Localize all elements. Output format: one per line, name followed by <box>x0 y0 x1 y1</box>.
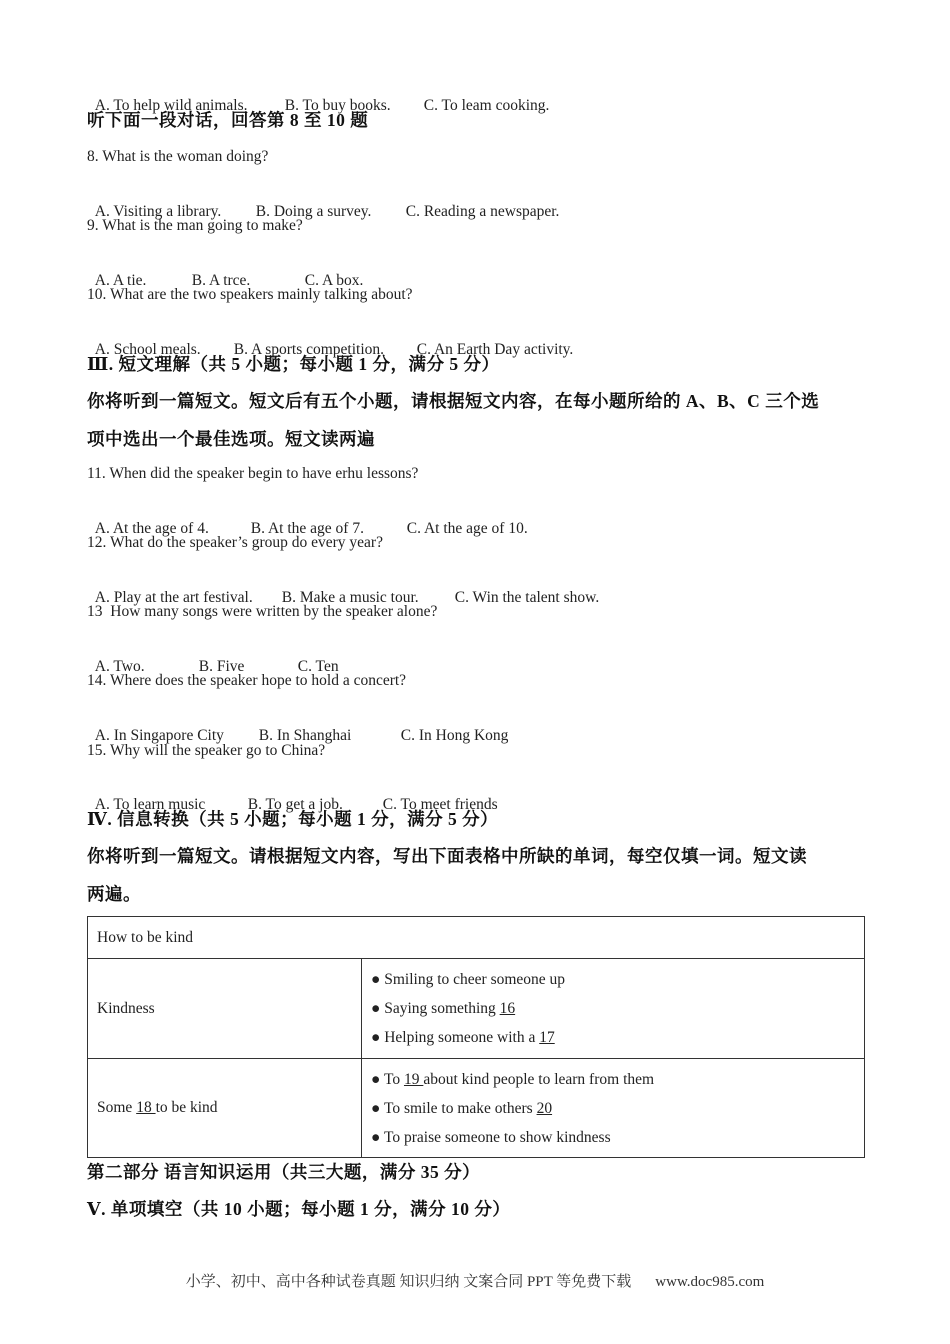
blank-17: 17 <box>539 1029 555 1046</box>
section4-title: Ⅳ. 信息转换（共 5 小题；每小题 1 分，满分 5 分） <box>87 809 499 829</box>
q13-option-b: B. Five <box>198 658 245 675</box>
q12-option-c: C. Win the talent show. <box>454 589 600 606</box>
section4-instruction-2: 两遍。 <box>87 884 141 904</box>
q12-option-b: B. Make a music tour. <box>281 589 419 606</box>
footer-url[interactable]: www.doc985.com <box>655 1274 765 1290</box>
kindness-label: Kindness <box>88 959 362 1059</box>
section4-instruction-1: 你将听到一篇短文。请根据短文内容，写出下面表格中所缺的单词，每空仅填一词。短文读 <box>87 846 807 866</box>
q15-option-b: B. To get a job. <box>247 796 343 813</box>
kindness-bullet-2 <box>371 994 855 1023</box>
blank-18: 18 <box>136 1099 156 1116</box>
ways-bullet-1 <box>371 1065 855 1094</box>
q14-option-c: C. In Hong Kong <box>400 727 509 744</box>
q11-option-c: C. At the age of 10. <box>406 520 528 537</box>
ways-label <box>88 1059 362 1158</box>
q9-option-a: A. A tie. <box>94 272 147 289</box>
q8-option-b: B. Doing a survey. <box>255 203 372 220</box>
q15-option-c: C. To meet friends <box>382 796 498 813</box>
q7-option-c: C. To leam cooking. <box>423 97 550 114</box>
q9-option-b: B. A trce. <box>191 272 251 289</box>
q13-option-a: A. Two. <box>94 658 145 675</box>
q8-option-a: A. Visiting a library. <box>94 203 222 220</box>
q11-text: 11. When did the speaker begin to have erhu lessons? <box>87 465 419 482</box>
kindness-bullets <box>362 959 865 1059</box>
ways-bullet-2 <box>371 1094 855 1123</box>
kindness-bullet-1: ● Smiling to cheer someone up <box>371 971 566 988</box>
ways-label-pre: Some <box>97 1099 137 1116</box>
part2-title: 第二部分 语言知识运用（共三大题，满分 35 分） <box>87 1162 481 1182</box>
q10-option-b: B. A sports competition. <box>233 341 385 358</box>
ways-bullet-1-pre: ● To <box>371 1070 404 1088</box>
blank-20: 20 <box>536 1099 553 1117</box>
section3-instruction-1: 你将听到一篇短文。短文后有五个小题，请根据短文内容，在每小题所给的 A、B、C 三个选 <box>87 391 820 411</box>
q8-option-c: C. Reading a newspaper. <box>405 203 560 220</box>
q15-text: 15. Why will the speaker go to China? <box>87 742 326 759</box>
section3-instruction-2: 项中选出一个最佳选项。短文读两遍 <box>87 429 375 449</box>
q14-text: 14. Where does the speaker hope to hold a concert? <box>87 672 407 689</box>
kindness-bullet-3-text: ● Helping someone with a <box>371 1029 540 1046</box>
q10-option-a: A. School meals. <box>94 341 201 358</box>
q9-option-c: C. A box. <box>304 272 364 289</box>
q14-options <box>87 706 508 746</box>
kindness-bullet-2-text: ● Saying something <box>371 1000 500 1017</box>
q12-option-a: A. Play at the art festival. <box>94 589 253 606</box>
q10-text: 10. What are the two speakers mainly talking about? <box>87 286 413 303</box>
q12-text: 12. What do the speaker’s group do every year? <box>87 534 383 551</box>
blank-16: 16 <box>499 1000 516 1017</box>
ways-bullet-3: ● To praise someone to show kindness <box>371 1128 611 1146</box>
table-row-kindness <box>88 959 865 1059</box>
footer-text: 小学、初中、高中各种试卷真题 知识归纳 文案合同 PPT 等免费下载 <box>185 1274 632 1290</box>
q9-text: 9. What is the man going to make? <box>87 217 303 234</box>
q14-option-b: B. In Shanghai <box>258 727 352 744</box>
q13-text: 13 How many songs were written by the speaker alone? <box>87 603 438 620</box>
page-footer <box>0 1270 950 1291</box>
q10-option-c: C. An Earth Day activity. <box>416 341 574 358</box>
q7-option-b: B. To buy books. <box>284 97 391 114</box>
q15-option-a: A. To learn music <box>94 796 206 813</box>
info-table <box>87 916 865 1158</box>
ways-label-post: to be kind <box>155 1099 218 1116</box>
q7-option-a: A. To help wild animals. <box>94 97 248 114</box>
kindness-bullet-3 <box>371 1023 855 1052</box>
table-row-ways <box>88 1059 865 1158</box>
ways-bullet-1-post: about kind people to learn from them <box>423 1070 655 1088</box>
ways-bullet-2-text: ● To smile to make others <box>371 1099 537 1117</box>
section5-title: Ⅴ. 单项填空（共 10 小题；每小题 1 分，满分 10 分） <box>87 1199 511 1219</box>
q8-text: 8. What is the woman doing? <box>87 148 269 165</box>
section3-title: Ⅲ. 短文理解（共 5 小题；每小题 1 分，满分 5 分） <box>87 354 500 374</box>
q11-option-b: B. At the age of 7. <box>250 520 364 537</box>
table-title: How to be kind <box>88 917 865 959</box>
dialog-8-10-heading: 听下面一段对话，回答第 8 至 10 题 <box>87 110 369 130</box>
blank-19: 19 <box>403 1070 424 1088</box>
table-title-row <box>88 917 865 959</box>
q13-option-c: C. Ten <box>297 658 339 675</box>
q14-option-a: A. In Singapore City <box>94 727 224 744</box>
q11-option-a: A. At the age of 4. <box>94 520 209 537</box>
ways-bullets <box>362 1059 865 1158</box>
